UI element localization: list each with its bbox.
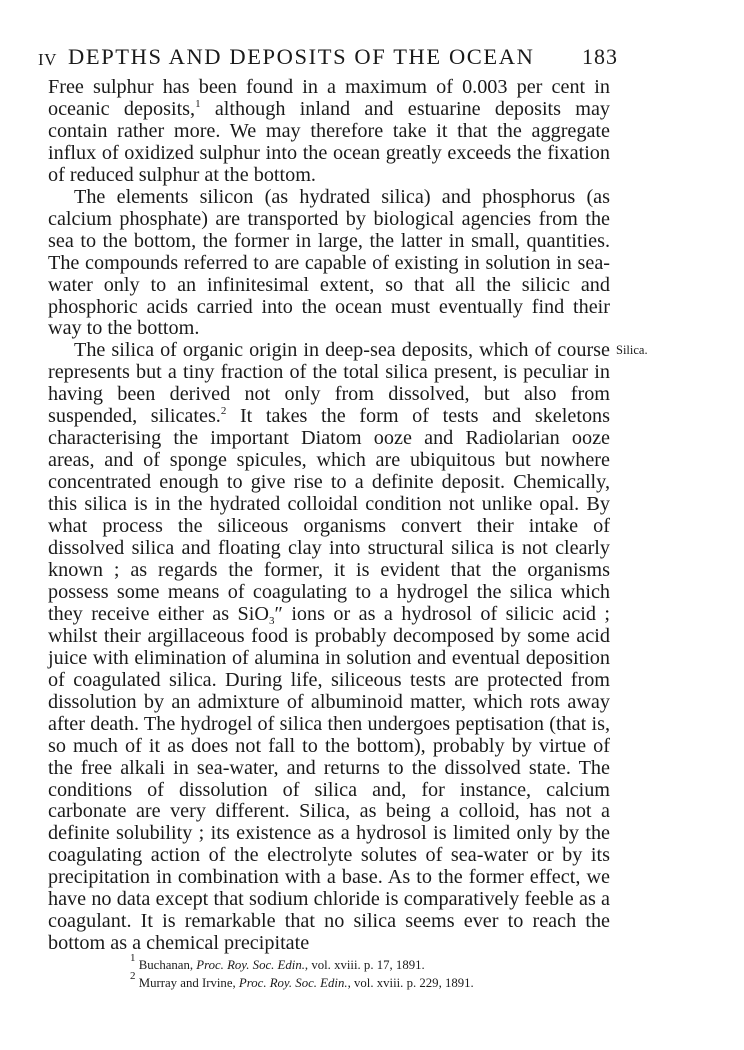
running-title: DEPTHS AND DEPOSITS OF THE OCEAN xyxy=(68,44,535,69)
footnotes xyxy=(130,952,610,992)
chemical-formula: SiO$_3$″ xyxy=(237,602,283,627)
paragraph-3-text-a: The silica of organic origin in deep-sea deposits, which of course represents but a tiny fraction of the total silica present, is peculiar in having been derived not only from dissolved, but also from suspended, silicates. xyxy=(48,339,610,428)
footnote-ref-1: 1 xyxy=(195,97,201,110)
paragraph-1 xyxy=(48,77,610,187)
paragraph-3-text-c: ions or as a hydrosol of silicic acid ; whilst their argillaceous food is probably decomposed by some acid juice with elimination of alumina in solution and eventual deposition of coagulated silica. During life, siliceous tests are protected from dissolution by an admixture of albuminoid matter, which rots away after death. The hydrogel of silica then undergoes peptisation (that is, so much of it as does not fall to the bottom), probably by virtue of the free alkali in sea-water, and returns to the dissolved state. The conditions of dissolution of silica and, for instance, calcium carbonate are very different. Silica, as being a colloid, has not a definite solubility ; its existence as a hydrosol is limited only by the coagulating action of the electrolyte solutes of sea-water or by its precipitation in combination with a base. As to the former effect, we have no data except that sodium chloride is comparatively feeble as a coagulant. It is remarkable that no silica seems ever to reach the bottom as a chemical precipitate xyxy=(48,602,610,955)
paragraph-1-text-a: Free sulphur has been found in a maximum of 0.003 per cent in oceanic deposits, xyxy=(48,76,610,120)
paragraph-1-text-b: although inland and estuarine deposits may contain rather more. We may therefore take it that the aggregate influx of oxidized sulphur into the ocean greatly exceeds the fixation of reduced sulphur at the bottom. xyxy=(48,97,611,186)
margin-note-silica: Silica. xyxy=(616,343,648,357)
footnote-ref-2: 2 xyxy=(220,405,227,418)
paragraph-3 xyxy=(48,340,610,955)
paragraph-2: The elements silicon (as hydrated silica) and phosphorus (as calcium phosphate) are transported by biological agencies from the sea to the bottom, the former in large, the latter in small, quantities. The compounds referred to are capable of existing in solution in sea-water only to an infinitesimal extent, so that all the silicic and phosphoric acids carried into the ocean must eventually find their way to the bottom. xyxy=(48,185,610,340)
footnote-1: $^1$ Buchanan, Proc. Roy. Soc. Edin., vol. xviii. p. 17, 1891. xyxy=(130,952,425,972)
paragraph-3-text-b: It takes the form of tests and skeletons characterising the important Diatom ooze and Radiolarian ooze areas, and of sponge spicules, which are ubiquitous but nowhere concentrated enough to give rise to a definite deposit. Chemically, this silica is in the hydrated colloidal condition not unlike opal. By what process the siliceous organisms convert their intake of dissolved silica and floating clay into structural silica is not clearly known ; as regards the former, it is evident that the organisms possess some means of coagulating to a hydrogel the silica which they receive either as xyxy=(48,405,610,625)
footnote-2: $^2$ Murray and Irvine, Proc. Roy. Soc. Edin., vol. xviii. p. 229, 1891. xyxy=(130,970,474,990)
chapter-number: IV xyxy=(38,50,57,69)
body-text xyxy=(48,77,610,955)
running-header xyxy=(38,44,618,74)
page-number: 183 xyxy=(582,44,618,69)
